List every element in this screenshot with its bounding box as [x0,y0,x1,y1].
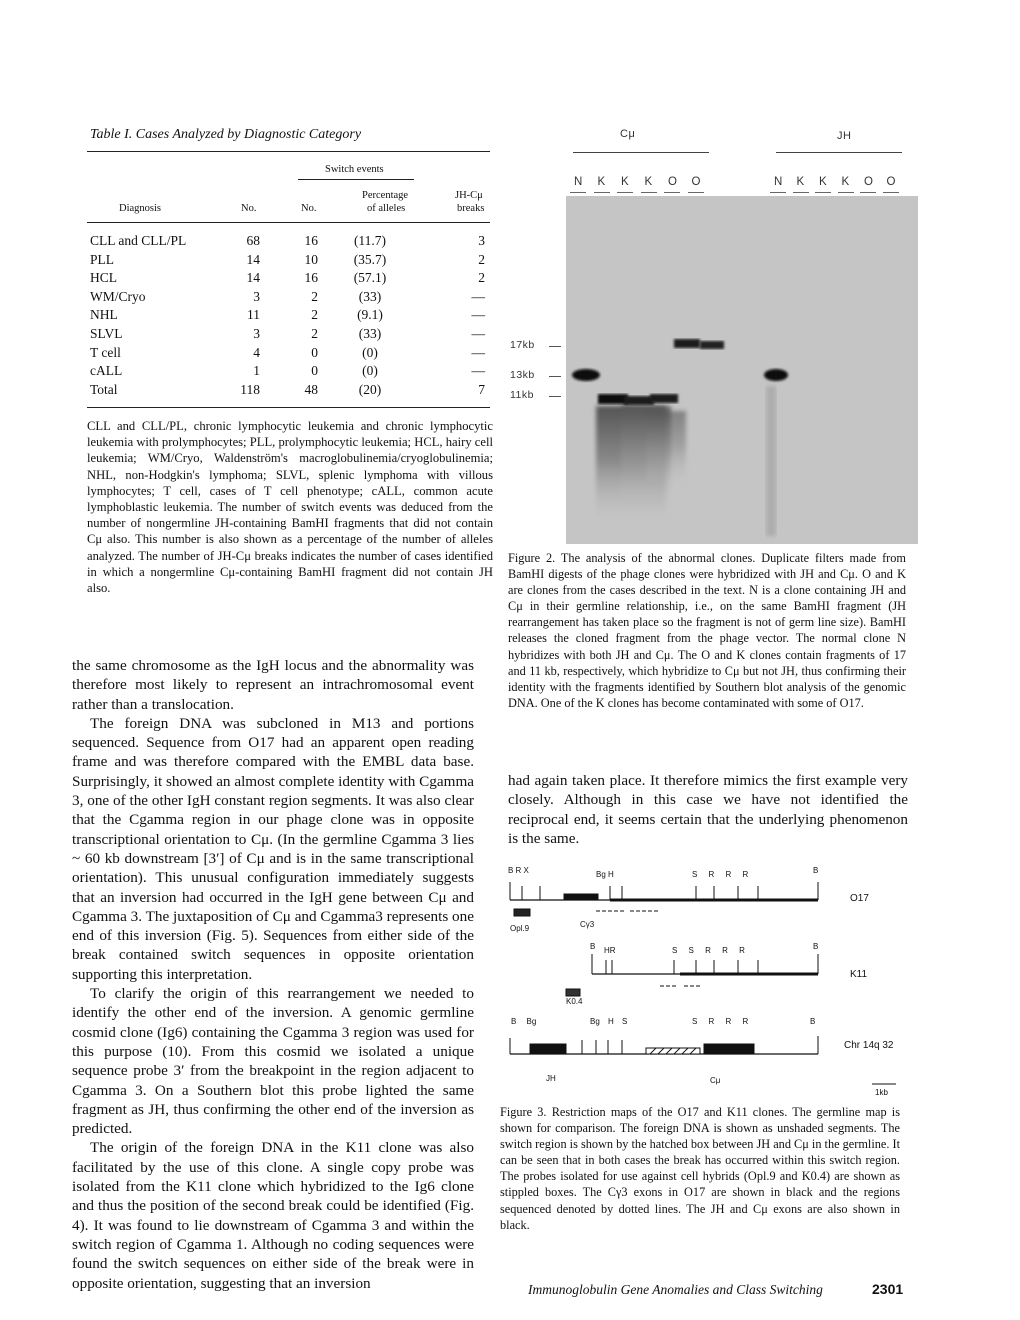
map2-label: K11 [850,969,868,980]
band-o1-17kb [674,339,700,348]
lane-label: N [774,176,783,188]
table-cell-diagnosis: PLL [90,251,115,267]
header-switch-no: No. [301,203,317,214]
table-cell-no: 3 [253,288,260,304]
header-switch-events: Switch events [325,164,384,175]
smear-k3 [646,411,686,481]
body-paragraph: To clarify the origin of this rearrangement we needed to identify the other end of the inversion. A genomic germline cosmid clone (Ig6) containing the Cgamma 3 region was used for this purpose (10). From this cosmid we isolated a unique sequence probe 3′ from the breakpoint in the region adjacent to Cgamma 3. On a Southern blot this probe lighted the same fragment as JH, thus confirming the other end of the inversion as predicted. [72,985,474,1138]
band-n-jh [764,369,788,381]
header-no: No. [241,203,257,214]
table-cell-pct: (0) [362,344,378,360]
lane-label: K [819,176,828,188]
running-title: Immunoglobulin Gene Anomalies and Class Switching [528,1282,823,1297]
map3-site-end: B [810,1017,816,1026]
lane-label: O [691,176,701,188]
cmu-label: Cμ [710,1076,721,1085]
lane-label: K [644,176,653,188]
table-cell-diagnosis: NHL [90,307,118,323]
lane-label: N [574,176,583,188]
lane-label: K [621,176,630,188]
table-cell-no: 14 [246,251,260,267]
table-cell-diagnosis: HCL [90,270,117,286]
map1-site-end: B [813,866,819,875]
lane-underline [594,192,610,193]
lane-underline [838,192,854,193]
marker-tick [549,376,561,377]
figure-3-caption: Figure 3. Restriction maps of the O17 and K11 clones. The germline map is shown for comparison. The foreign DNA is shown as unshaded segments. The switch region is shown by the hatched box between JH and Cμ in the germline. It can be seen that in both cases the break has occurred within this switch region. The probes isolated for use against cell hybrids (Opl.9 and K0.4) are shown as stippled boxes. The Cγ3 exons in O17 are shown in black and the regions sequenced denoted by dotted lines. The JH and Cμ exons are also shown in black. [500,1105,901,1232]
table-cell-jh: — [471,344,485,360]
table-cell-no: 14 [246,270,260,286]
band-k3-11kb [650,394,678,403]
body-left-column [72,656,474,1293]
lane-underline [641,192,657,193]
table-cell-sw: 2 [311,326,318,341]
figure-2-caption: Figure 2. The analysis of the abnormal clones. Duplicate filters made from BamHI digests of the phage clones were hybridized with JH and Cμ. O and K are clones from the cases described in the text. N is a clone containing JH and Cμ in their germline relationship, i.e., on the same BamHI fragment (JH rearrangement has taken place so the fragment is not of germ line size). BamHI releases the cloned fragment from the phage vector. The normal clone N hybridizes with both JH and Cμ. The O and K clones contain fragments of 17 and 11 kb, respectively, which hybridize to Cμ but not JH, thus confirming their identity with the fragments identified by Southern blot analysis of the genomic DNA. One of the K clones has become contaminated with some of O17. [508,551,906,710]
table-cell-sw: 0 [311,344,318,360]
map1-sites-left: B R X [508,866,529,875]
cg3-label: Cγ3 [580,920,595,929]
map2-sites-hr: HR [604,946,616,955]
lane-label: O [668,176,678,188]
lane-underline [883,192,899,193]
map1-label: O17 [850,893,869,904]
table-cell-no: 11 [247,307,260,323]
marker-17kb: 17kb [510,339,535,351]
table-cell-jh: — [471,307,485,323]
lane-underline [793,192,809,193]
table-cell-pct: (33) [358,326,382,341]
lane-label: K [597,176,606,188]
header-jhcmu: JH-Cμ [455,190,483,201]
body-paragraph: The origin of the foreign DNA in the K11 clone was also facilitated by the use of this clone. A single copy probe was isolated from the K11 clone which hybridized to the Ig6 clone and thus the position of the second break could be identified (Fig. 4). It was found to lie downstream of Cgamma 3 and within the switch region of Cgamma 1. Although no coding sequences were found the switch sequences on either side of the break were in opposite orientation, suggesting that an inversion [72,1139,474,1292]
marker-11kb: 11kb [510,389,534,401]
table-cell-sw: 16 [304,270,318,286]
lane-underline [770,192,786,193]
lane-underline [664,192,680,193]
probe-label-cmu: Cμ [620,128,636,140]
table-cell-jh: 3 [478,233,485,248]
table-cell-pct: (33) [358,288,382,304]
smear-n-jh [766,386,776,536]
table-cell-pct: (57.1) [353,270,387,286]
map3-sites-left: B Bg [511,1017,537,1026]
marker-tick [549,346,561,347]
table-cell-diagnosis: WM/Cryo [90,288,146,304]
table-cell-no: 1 [253,363,260,379]
probe-rule-jh [776,152,902,153]
map2-site-b: B [590,942,596,951]
map1-sites-right: S R R R [692,870,749,879]
probe-rule-cmu [573,152,709,153]
blot-image [566,196,918,544]
table-caption: Table I. Cases Analyzed by Diagnostic Category [90,127,362,142]
table-cell-jh: 2 [478,270,485,286]
table-cell-pct: (20) [358,381,382,397]
lane-label: O [886,176,896,188]
table-cell-sw: 10 [304,251,318,267]
lane-underline [570,192,586,193]
header-percentage: Percentage [362,190,409,201]
table-cell-no: 3 [253,326,260,341]
band-o2-17kb [700,341,724,349]
probe-label-jh: JH [837,130,852,142]
table-footnote: CLL and CLL/PL, chronic lymphocytic leukemia and chronic lymphocytic leukemia with prolymphocytes; PLL, prolymphocytic leukemia; HCL, hairy cell leukemia; WM/Cryo, Waldenström's macroglobulinemia/cryoglobulinemia; NHL, non-Hodgkin's lymphoma; SLVL, splenic lymphoma with villous lymphocytes; T cell, cases of T cell phenotype; cALL, common acute lymphoblastic leukemia. The number of switch events was deduced from the number of nongermline JH-containing BamHI fragments that did not contain Cμ also. This number is also shown as a percentage of the number of alleles analyzed. The number of JH-Cμ breaks indicates the number of cases identified in which a nongermline Cμ-containing BamHI fragment did not contain JH also. [87,419,493,596]
table-cell-diagnosis: CLL and CLL/PL [90,233,187,248]
body-paragraph: The foreign DNA was subcloned in M13 and portions sequenced. Sequence from O17 had an apparent open reading frame and was therefore compared with the EMBL data base. Surprisingly, it showed an almost complete identity with Cgamma 3, one of the other IgH constant region segments. It was also clear that the Cgamma region in our phage clone was in opposite transcriptional orientation to Cμ. (In the germline Cgamma 3 lies ~ 60 kb downstream [3′] of Cμ and is in the same transcriptional orientation). This unusual configuration immediately suggests that an inversion had occurred in the IgH gene between Cμ and Cgamma 3. The juxtaposition of Cμ and Cgamma3 represents one end of this inversion (Fig. 5). Sequences from either side of the break contained switch sequences in opposite orientation supporting this interpretation. [72,714,474,983]
table-cell-sw: 48 [304,381,318,397]
scale-label: 1kb [875,1088,888,1097]
map2-sites-right: S S R R R [672,946,745,955]
table-cell-sw: 16 [304,233,318,248]
map3-sites-right: S R R R [692,1017,749,1026]
lane-label: K [841,176,850,188]
body-paragraph: the same chromosome as the IgH locus and the abnormality was therefore most likely to represent an intrachromosomal event rather than a translocation. [72,657,474,713]
map1-o17 [510,882,818,916]
table-top-rule [87,151,490,152]
lane-label: O [864,176,874,188]
body-right-column [508,771,908,848]
marker-tick [549,396,561,397]
map3-sites-mid: Bg H S [590,1017,628,1026]
map3-label: Chr 14q 32 [844,1040,894,1051]
table-cell-pct: (0) [362,363,378,379]
map3-germline [510,1036,896,1084]
map2-k11 [566,954,818,996]
table-header-rule [87,222,490,223]
band-n-13kb [572,369,600,381]
marker-13kb: 13kb [510,369,535,381]
table-cell-pct: (9.1) [357,307,383,323]
table-cell-diagnosis: Total [90,381,118,397]
table-cell-jh: 2 [478,251,485,267]
table-cell-no: 4 [253,344,260,360]
jh-label: JH [546,1074,556,1083]
table-cell-pct: (35.7) [353,251,387,267]
body-paragraph: had again taken place. It therefore mimics the first example very closely. Although in this case we have not identified the reciprocal end, it seems certain that the underlying phenomenon is the same. [508,772,908,847]
header-breaks: breaks [457,203,485,214]
table-cell-jh: — [471,288,485,304]
page-number: 2301 [872,1281,904,1297]
table-cell-sw: 2 [311,307,318,323]
band-k2-11kb [624,396,654,405]
lane-underline [617,192,633,193]
table-cell-pct: (11.7) [353,233,387,248]
table-cell-jh: 7 [478,381,485,397]
header-diagnosis: Diagnosis [119,203,161,214]
table-cell-diagnosis: SLVL [90,326,123,341]
map1-sites-mid: Bg H [596,870,614,879]
restriction-maps [500,876,900,1091]
table-cell-diagnosis: cALL [90,363,123,379]
table-cell-jh: — [471,326,485,341]
lane-label: K [796,176,805,188]
table-cell-sw: 2 [311,288,318,304]
table-cell-sw: 0 [311,363,318,379]
header-of-alleles: of alleles [367,203,406,214]
band-k1-11kb [598,394,628,404]
probe1-label: Opl.9 [510,924,530,933]
table-cell-no: 68 [246,233,260,248]
lane-underline [860,192,876,193]
table-cell-jh: — [471,363,485,379]
map2-site-end: B [813,942,819,951]
header-switch-rule [298,179,414,180]
table-cell-diagnosis: T cell [90,344,121,360]
lane-underline [815,192,831,193]
table-cell-no: 118 [240,381,260,397]
table-bottom-rule [87,407,490,408]
probe2-label: K0.4 [566,997,583,1006]
lane-underline [688,192,704,193]
